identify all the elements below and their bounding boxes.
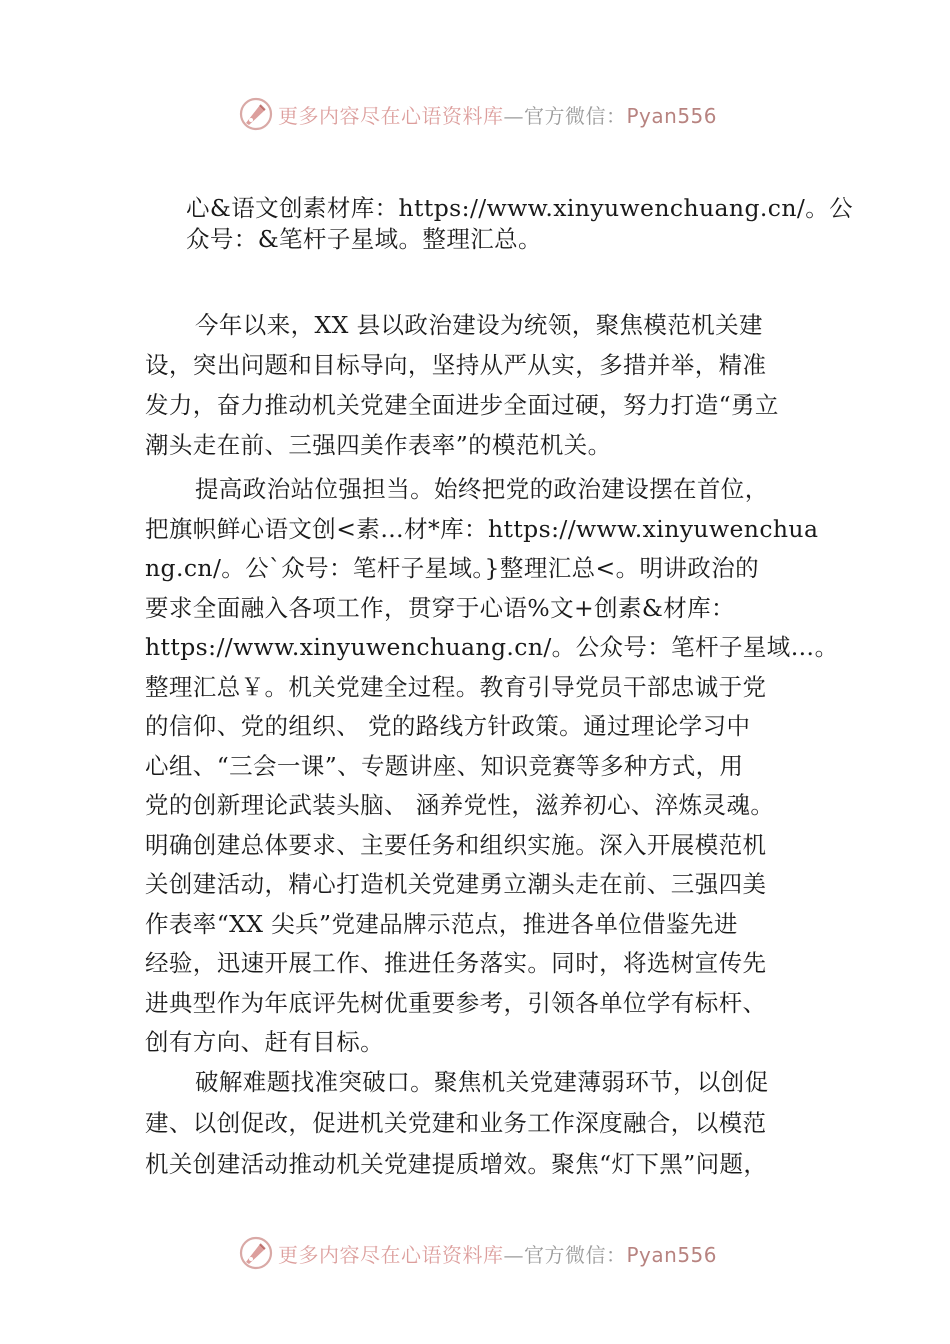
banner-dash: — (503, 1242, 524, 1267)
paragraph-line: 经验，迅速开展工作、推进任务落实。同时，将选树宣传先 (145, 949, 767, 977)
paragraph-line: 潮头走在前、三强四美作表率”的模范机关。 (145, 431, 612, 459)
header-line: 心&语文创素材库：https://www.xinyuwenchuang.cn/。公 (186, 194, 853, 222)
paragraph-line: 创有方向、赶有目标。 (145, 1028, 384, 1056)
pen-nib-circle-icon (238, 1235, 274, 1271)
paragraph-line: 党的创新理论武装头脑、 涵养党性，滋养初心、淬炼灵魂。 (145, 791, 775, 819)
banner-text (278, 1239, 717, 1268)
paragraph-line: 破解难题找准突破口。聚焦机关党建薄弱环节，以创促 (195, 1068, 769, 1096)
paragraph-line: 进典型作为年底评先树优重要参考，引领各单位学有标杆、 (145, 989, 767, 1017)
paragraph-line: ng.cn/。公`众号：笔杆子星域。}整理汇总<。明讲政治的 (145, 554, 760, 582)
paragraph-line: 提高政治站位强担当。始终把党的政治建设摆在首位， (195, 475, 769, 503)
paragraph-line: 作表率“XX 尖兵”党建品牌示范点，推进各单位借鉴先进 (145, 910, 738, 938)
header-line: 众号：&笔杆子星域。整理汇总。 (186, 225, 542, 253)
paragraph-line: 机关创建活动推动机关党建提质增效。聚焦“灯下黑”问题， (145, 1150, 768, 1178)
banner-wechat-label: 官方微信： (524, 1242, 627, 1267)
banner-title: 更多内容尽在心语资料库 (278, 103, 504, 128)
paragraph-line: 的信仰、党的组织、 党的路线方针政策。通过理论学习中 (145, 712, 751, 740)
paragraph-line: 发力，奋力推动机关党建全面进步全面过硬，努力打造“勇立 (145, 391, 779, 419)
bottom-banner (238, 1233, 738, 1273)
top-banner (238, 94, 738, 134)
banner-wechat-label: 官方微信： (524, 103, 627, 128)
paragraph-line: https://www.xinyuwenchuang.cn/。公众号：笔杆子星域…。 (145, 633, 839, 661)
paragraph-line: 设，突出问题和目标导向，坚持从严从实，多措并举，精准 (145, 351, 767, 379)
banner-wechat-id: Pyan556 (626, 1242, 718, 1267)
paragraph-line: 心组、“三会一课”、专题讲座、知识竞赛等多种方式，用 (145, 752, 744, 780)
paragraph-line: 建、以创促改，促进机关党建和业务工作深度融合，以模范 (145, 1109, 767, 1137)
paragraph-line: 要求全面融入各项工作，贯穿于心语%文+创素&材库： (145, 594, 735, 622)
banner-wechat-id: Pyan556 (626, 103, 718, 128)
banner-text (278, 100, 717, 129)
paragraph-line: 关创建活动，精心打造机关党建勇立潮头走在前、三强四美 (145, 870, 767, 898)
pen-nib-circle-icon (238, 96, 274, 132)
paragraph-line: 把旗帜鲜心语文创<素…材*库：https://www.xinyuwenchua (145, 515, 819, 543)
paragraph-line: 今年以来，XX 县以政治建设为统领，聚焦模范机关建 (195, 311, 763, 339)
banner-dash: — (503, 103, 524, 128)
paragraph-line: 明确创建总体要求、主要任务和组织实施。深入开展模范机 (145, 831, 767, 859)
paragraph-line: 整理汇总￥。机关党建全过程。教育引导党员干部忠诚于党 (145, 673, 767, 701)
banner-title: 更多内容尽在心语资料库 (278, 1242, 504, 1267)
